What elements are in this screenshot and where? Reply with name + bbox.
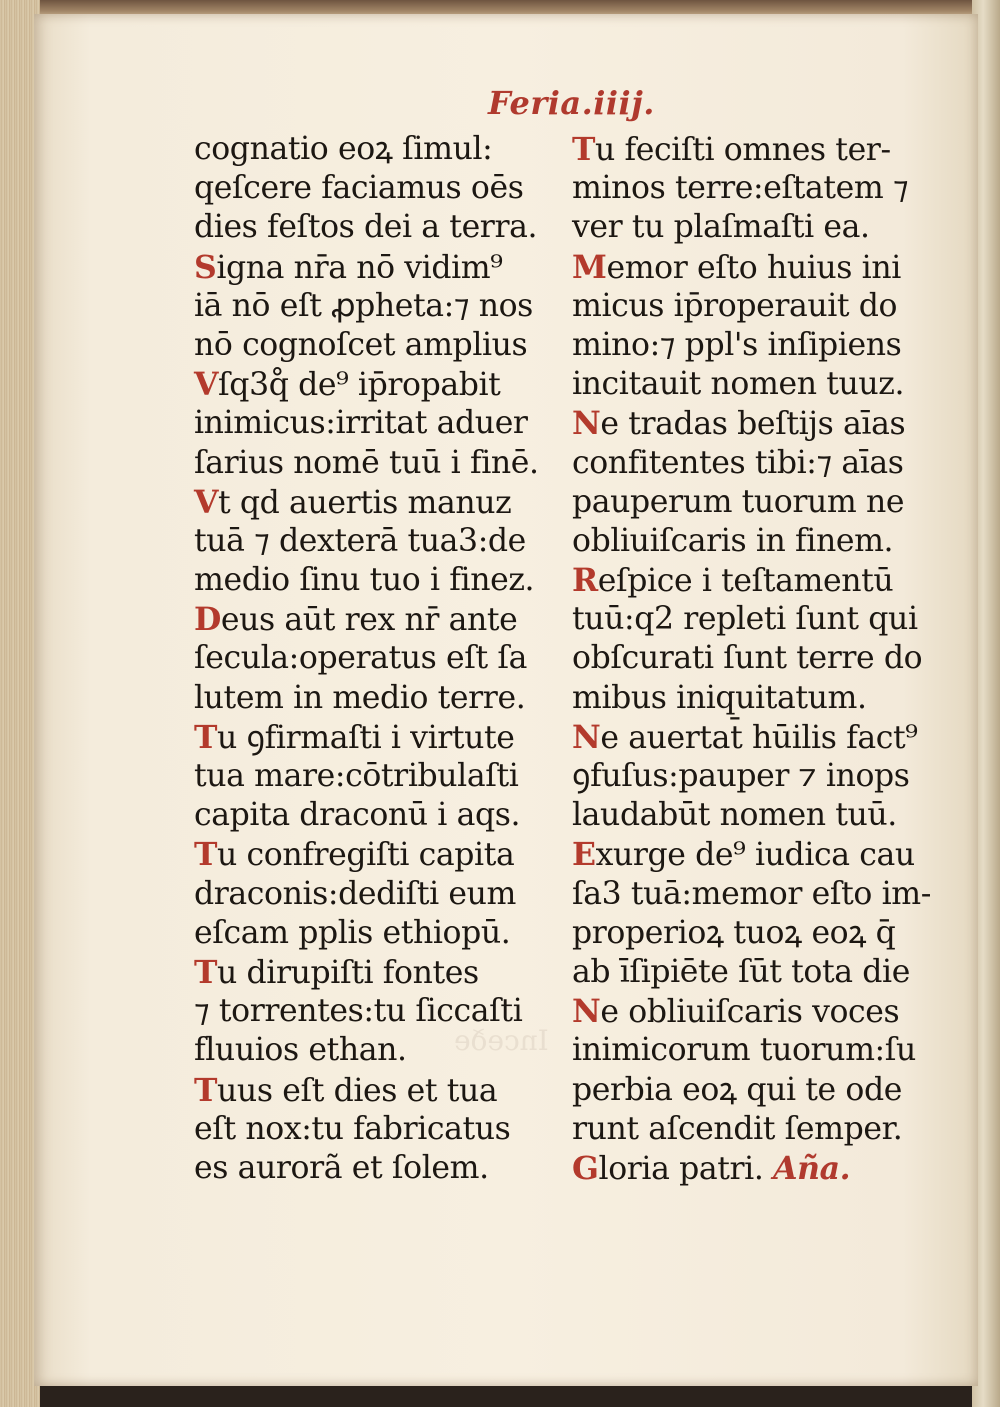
- red-initial: M: [572, 248, 607, 286]
- text-line: [572, 1031, 937, 1070]
- line-text: eſpice i teſtamentū: [597, 563, 894, 600]
- text-line: [572, 600, 937, 639]
- text-line: [572, 444, 937, 483]
- red-initial: N: [572, 405, 601, 443]
- line-text: e obliuiſcaris voces: [600, 994, 900, 1031]
- line-text: u ꝯfirmaſti i virtute: [217, 719, 515, 756]
- line-text: obliuiſcaris in finem.: [572, 522, 894, 559]
- text-line: [194, 522, 554, 561]
- line-text: tuā ⁊ dexterā tua3:de: [194, 522, 526, 559]
- red-initial: T: [572, 131, 596, 168]
- line-text: perbia eoꝝ qui te ode: [572, 1071, 902, 1108]
- line-text: eus aūt rex nr̄ ante: [220, 602, 518, 639]
- rubric-antiphon: Aña.: [773, 1149, 851, 1187]
- line-text: mino:⁊ ppl's inſipiens: [572, 326, 902, 363]
- red-initial: E: [572, 836, 596, 874]
- line-text: qeſcere faciamus oēs: [194, 170, 524, 207]
- text-line: [194, 914, 554, 953]
- text-line: [572, 757, 937, 796]
- line-text: eſt nox:tu fabricatus: [194, 1110, 511, 1147]
- line-text: u confregiſti capita: [217, 837, 515, 874]
- line-text: ſq3q̊ de⁹ ip̄ropabit: [218, 367, 501, 404]
- red-initial: V: [194, 366, 219, 404]
- text-line: [194, 404, 554, 443]
- line-text: u dirupiſti fontes: [217, 954, 479, 991]
- text-line: [194, 365, 554, 404]
- left-text-column: [194, 130, 554, 1188]
- text-line: [572, 522, 937, 561]
- page-header: Feria.iiij.: [488, 84, 655, 122]
- line-text: loria patri.: [598, 1150, 764, 1187]
- text-line: [572, 718, 937, 757]
- text-line: [194, 1031, 554, 1070]
- red-initial: V: [194, 483, 219, 521]
- text-line: [572, 404, 937, 443]
- red-initial: N: [572, 993, 601, 1031]
- text-line: [572, 561, 937, 600]
- line-text: cognatio eoꝝ ſimul:: [194, 131, 493, 167]
- text-line: [194, 757, 554, 796]
- line-text: iā nō eſt ꝓpheta:⁊ nos: [194, 287, 533, 324]
- red-initial: T: [194, 836, 218, 874]
- text-line: [572, 953, 937, 992]
- line-text: confitentes tibi:⁊ aīas: [572, 444, 904, 481]
- line-text: lutem in medio terre.: [194, 679, 526, 716]
- show-through-text: Inceðe: [454, 1024, 549, 1057]
- right-text-column: [572, 130, 937, 1188]
- text-line: [572, 208, 937, 247]
- line-text: obſcurati ſunt terre do: [572, 640, 923, 677]
- text-line: [572, 914, 937, 953]
- text-line: [194, 600, 554, 639]
- line-text: inimicorum tuorum:ſu: [572, 1032, 916, 1069]
- text-line: [194, 835, 554, 874]
- text-line: [194, 1110, 554, 1149]
- red-initial: R: [572, 562, 598, 600]
- line-text: uus eſt dies et tua: [217, 1072, 498, 1109]
- text-line: [572, 679, 937, 718]
- text-line: [194, 444, 554, 483]
- line-text: properioꝝ tuoꝝ eoꝝ q̄: [572, 914, 896, 951]
- line-text: e auertat̄ hūilis fact⁹: [600, 719, 918, 756]
- text-line: [194, 875, 554, 914]
- line-text: mibus iniquitatum.: [572, 679, 867, 716]
- line-text: ꝯfuſus:pauper ⁊ inops: [572, 758, 910, 794]
- line-text: ⁊ torrentes:tu ſiccaſti: [194, 993, 523, 1030]
- text-line: [194, 208, 554, 247]
- line-text: ſecula:operatus eſt ſa: [194, 640, 528, 677]
- text-line: [572, 835, 937, 874]
- red-initial: G: [572, 1149, 599, 1187]
- text-line: [194, 796, 554, 835]
- line-text: incitauit nomen tuuz.: [572, 366, 905, 403]
- text-line: [572, 483, 937, 522]
- text-line: [572, 365, 937, 404]
- line-text: tuū:q2 repleti ſunt qui: [572, 601, 918, 638]
- line-text: e tradas beſtijs aīas: [600, 406, 906, 443]
- line-text: igna nr̄a nō vidim⁹: [216, 249, 503, 286]
- line-text: fluuios ethan.: [194, 1032, 407, 1069]
- red-initial: N: [572, 718, 601, 756]
- line-text: medio ſinu tuo i finez.: [194, 562, 535, 599]
- line-text: minos terre:eſtatem ⁊: [572, 170, 909, 207]
- line-text: eſcam pplis ethiopū.: [194, 914, 511, 951]
- line-text: micus ip̄roperauit do: [572, 287, 898, 324]
- text-line: [194, 639, 554, 678]
- line-text: xurge de⁹ iudica cau: [595, 837, 915, 874]
- line-text: ſa3 tuā:memor eſto im-: [572, 875, 931, 912]
- text-line: [572, 1110, 937, 1149]
- text-line: [194, 953, 554, 992]
- line-text: ver tu plaſmaſti ea.: [572, 209, 870, 246]
- line-text: nō cognoſcet amplius: [194, 326, 528, 363]
- text-line: [194, 326, 554, 365]
- text-line: [194, 248, 554, 287]
- line-text: emor eſto huius ini: [606, 249, 901, 286]
- text-line: [194, 1149, 554, 1188]
- text-line: [194, 287, 554, 326]
- text-line: [194, 169, 554, 208]
- text-line: [194, 130, 554, 169]
- text-line: [572, 1071, 937, 1110]
- red-initial: T: [194, 1071, 218, 1109]
- text-line: [572, 130, 937, 169]
- red-initial: S: [194, 248, 217, 286]
- text-line: [194, 483, 554, 522]
- red-initial: D: [194, 601, 221, 639]
- line-text: dies feſtos dei a terra.: [194, 209, 538, 246]
- red-initial: T: [194, 953, 218, 991]
- text-line: [194, 1071, 554, 1110]
- line-text: tua mare:cōtribulaſti: [194, 758, 519, 794]
- line-text: pauperum tuorum ne: [572, 483, 905, 520]
- text-line: [572, 796, 937, 835]
- line-text: t qd auertis manuz: [218, 484, 512, 521]
- line-text: laudabūt nomen tuū.: [572, 797, 897, 834]
- text-line: [572, 169, 937, 208]
- line-text: draconis:dediſti eum: [194, 875, 516, 912]
- text-line: [194, 992, 554, 1031]
- text-line: [194, 679, 554, 718]
- text-line: [572, 992, 937, 1031]
- line-text: capita draconū i aqs.: [194, 797, 521, 834]
- text-line: [572, 287, 937, 326]
- line-text: es aurorã et ſolem.: [194, 1149, 489, 1186]
- text-line: [194, 561, 554, 600]
- line-text: inimicus:irritat aduer: [194, 405, 528, 442]
- red-initial: T: [194, 718, 218, 756]
- line-text: ab īſipiēte ſūt tota die: [572, 953, 910, 990]
- line-text: ſarius nomē tuū i finē.: [194, 444, 539, 481]
- text-line: [572, 326, 937, 365]
- text-line: [572, 248, 937, 287]
- line-text: u feciſti omnes ter-: [595, 132, 891, 168]
- line-text: runt aſcendit ſemper.: [572, 1110, 903, 1147]
- text-line: [194, 718, 554, 757]
- text-line: [572, 875, 937, 914]
- text-line: [572, 639, 937, 678]
- text-line: [572, 1149, 937, 1188]
